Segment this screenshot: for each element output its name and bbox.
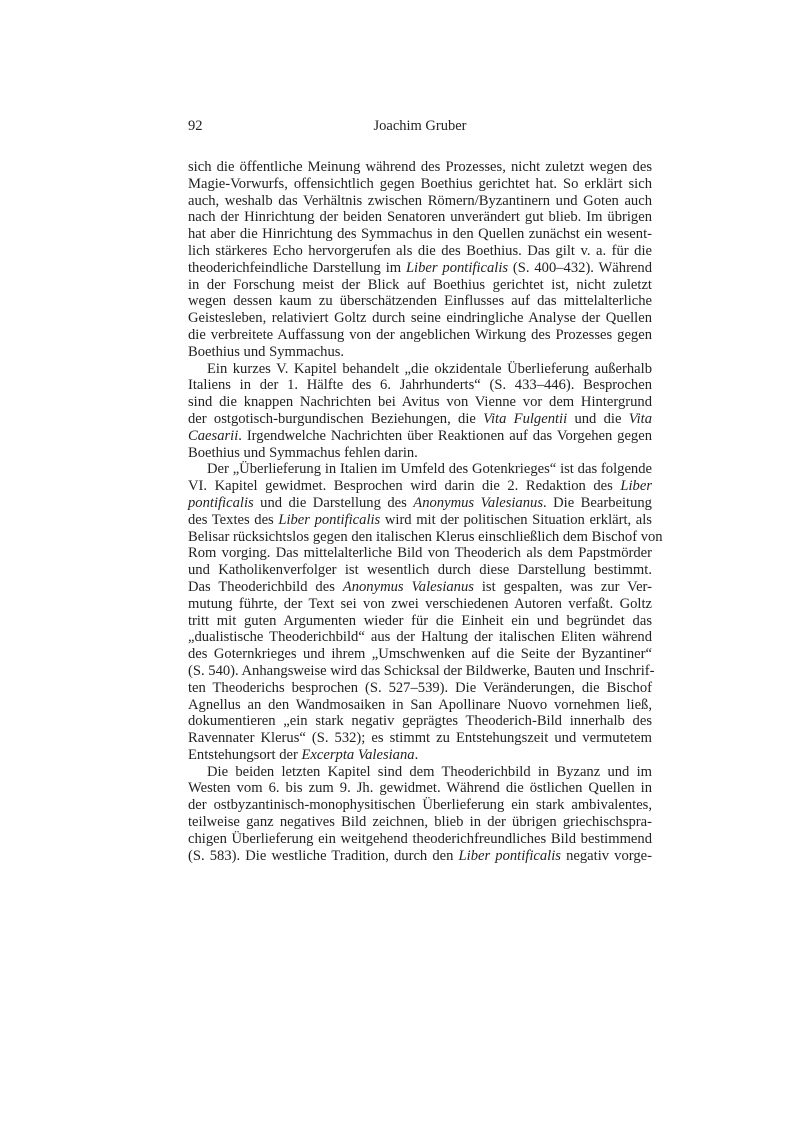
text-line [188, 697, 652, 714]
text-run: . Die Bearbeitung [543, 494, 652, 511]
text-line [188, 814, 652, 831]
text-line [188, 713, 652, 730]
text-line [188, 176, 652, 193]
text-run: Der „Überlieferung in Italien im Umfeld des Gotenkrieges“ ist das folgende [207, 461, 652, 478]
text-line [188, 361, 652, 378]
text-line [188, 629, 652, 646]
italic-title: Excerpta Valesiana [301, 746, 415, 763]
italic-title: Anonymus Valesianus [413, 494, 543, 511]
text-run: Die beiden letzten Kapitel sind dem Theoderichbild in Byzanz und im [207, 763, 652, 780]
paragraph [188, 159, 652, 361]
text-run: Boethius und Symmachus. [188, 343, 345, 360]
text-run: tritt mit guten Argumenten wieder für die Einheit ein und begründet das [188, 612, 652, 629]
text-line [188, 428, 652, 445]
text-run: negativ vorge- [560, 847, 652, 864]
text-run: Rom vorging. Das mittelalterliche Bild von Theoderich als dem Papstmörder [188, 545, 652, 562]
text-run: sind die knappen Nachrichten bei Avitus von Vienne vor dem Hintergrund [188, 394, 652, 411]
text-line [188, 662, 655, 680]
text-line [188, 579, 652, 596]
italic-title: Anonymus Valesianus [342, 578, 474, 595]
text-line [188, 562, 652, 579]
text-line [188, 461, 652, 478]
text-line [188, 209, 652, 226]
text-run: wegen dessen kaum zu überschätzenden Einflusses auf das mittelalterliche [188, 293, 652, 310]
text-line [188, 831, 652, 848]
text-line [188, 613, 652, 630]
body-text [188, 159, 663, 864]
italic-title: Liber pontificalis [278, 511, 381, 528]
running-head: Joachim Gruber [373, 118, 467, 134]
text-line [188, 596, 652, 613]
italic-title: Liber pontificalis [458, 847, 561, 864]
text-line [188, 260, 652, 277]
text-line [188, 848, 652, 865]
text-run: Belisar rücksichtslos gegen den italischen Klerus einschließlich dem Bischof von [188, 528, 663, 545]
paragraph [188, 461, 663, 763]
text-run: und die Darstellung des [253, 494, 414, 511]
text-run: die verbreitete Auffassung von der angeblichen Wirkung des Prozesses gegen [188, 326, 652, 343]
text-line [188, 764, 652, 781]
text-line [188, 344, 652, 361]
text-run: des Goternkrieges und ihrem „Umschwenken auf die Seite der Byzantiner“ [188, 646, 652, 663]
text-line [188, 193, 652, 210]
text-line [188, 528, 663, 546]
text-run: Agnellus an den Wandmosaiken in San Apollinare Nuovo vornehmen ließ, [188, 696, 652, 713]
text-line [188, 646, 652, 663]
text-line [188, 226, 652, 243]
text-run: und Katholikenverfolger ist wesentlich durch diese Darstellung bestimmt. [188, 562, 652, 579]
text-run: Geistesleben, relativiert Goltz durch seine eindringliche Analyse der Quellen [188, 310, 652, 327]
text-line [188, 293, 652, 310]
text-run: Boethius und Symmachus fehlen darin. [188, 444, 418, 461]
text-run: chigen Überlieferung ein weitgehend theoderichfreundliches Bild bestimmend [188, 830, 652, 847]
text-run: (S. 540). Anhangsweise wird das Schicksal der Bildwerke, Bauten und Inschrif- [188, 662, 655, 679]
text-run: wird mit der politischen Situation erklärt, als [380, 511, 652, 528]
page-header [188, 118, 652, 136]
text-line [188, 277, 652, 294]
text-run: VI. Kapitel gewidmet. Besprochen wird darin die 2. Redaktion des [188, 478, 621, 495]
text-run: ist gespalten, was zur Ver- [473, 578, 652, 595]
text-run: sich die öffentliche Meinung während des Prozesses, nicht zuletzt wegen des [188, 159, 652, 175]
text-run: ten Theoderichs besprochen (S. 527–539). Die Veränderungen, die Bischof [188, 679, 652, 696]
paragraph [188, 764, 652, 865]
text-line [188, 747, 652, 764]
text-line [188, 243, 652, 260]
text-run: der ostbyzantinisch-monophysitischen Überlieferung ein stark ambivalentes, [188, 797, 652, 814]
text-run: Westen vom 6. bis zum 9. Jh. gewidmet. Während die östlichen Quellen in [188, 780, 652, 797]
text-run: . Irgendwelche Nachrichten über Reaktionen auf das Vorgehen gegen [238, 427, 652, 444]
page-number: 92 [188, 118, 203, 134]
text-run: und die [567, 410, 629, 427]
text-run: Ein kurzes V. Kapitel behandelt „die okzidentale Überlieferung außerhalb [207, 360, 652, 377]
italic-title: Liber [620, 478, 652, 495]
text-line [188, 730, 652, 747]
text-run: dokumentieren „ein stark negativ geprägtes Theoderich-Bild innerhalb des [188, 713, 652, 730]
text-run: mutung führte, der Text sei von zwei verschiedenen Autoren verfaßt. Goltz [188, 595, 652, 612]
italic-title: Liber pontificalis [405, 259, 509, 276]
text-line [188, 327, 652, 344]
text-run: auch, weshalb das Verhältnis zwischen Römern/Byzantinern und Goten auch [188, 192, 652, 209]
text-run: teilweise ganz negatives Bild zeichnen, blieb in der übrigen griechischspra- [188, 814, 652, 831]
text-run: (S. 583). Die westliche Tradition, durch den [188, 847, 459, 864]
text-run: des Textes des [188, 511, 279, 528]
italic-title: pontificalis [188, 494, 254, 511]
text-line [188, 512, 652, 529]
italic-title: Vita Fulgentii [483, 410, 568, 427]
text-line [188, 797, 652, 814]
text-line [188, 780, 652, 797]
text-run: (S. 400–432). Während [508, 259, 653, 276]
text-run: . [414, 746, 419, 763]
text-line [188, 310, 652, 327]
text-line [188, 478, 652, 495]
text-line [188, 445, 652, 462]
text-line [188, 545, 652, 562]
text-run: „dualistische Theoderichbild“ aus der Haltung der italischen Eliten während [188, 629, 652, 646]
paragraph [188, 361, 652, 462]
text-run: in der Forschung meist der Blick auf Boethius gerichtet ist, nicht zuletzt [188, 276, 652, 293]
text-line [188, 159, 652, 176]
text-run: Entstehungsort der [188, 746, 302, 763]
text-run: hat aber die Hinrichtung des Symmachus in den Quellen zunächst ein wesent- [188, 226, 652, 243]
text-run: theoderichfeindliche Darstellung im [188, 259, 406, 276]
text-run: lich stärkeres Echo hervorgerufen als die des Boethius. Das gilt v. a. für die [188, 242, 652, 259]
text-line [188, 411, 652, 428]
text-line [188, 377, 652, 394]
text-line [188, 680, 652, 697]
text-run: Magie-Vorwurfs, offensichtlich gegen Boethius gerichtet hat. So erklärt sich [188, 175, 652, 192]
text-line [188, 495, 652, 512]
text-run: Ravennater Klerus“ (S. 532); es stimmt zu Entstehungszeit und vermutetem [188, 730, 652, 747]
italic-title: Caesarii [188, 427, 239, 444]
text-run: der ostgotisch-burgundischen Beziehungen, die [188, 410, 484, 427]
italic-title: Vita [628, 410, 652, 427]
text-run: Das Theoderichbild des [188, 578, 343, 595]
text-run: Italiens in der 1. Hälfte des 6. Jahrhunderts“ (S. 433–446). Besprochen [188, 377, 652, 394]
text-run: nach der Hinrichtung der beiden Senatoren unverändert gut blieb. Im übrigen [188, 209, 652, 226]
text-line [188, 394, 652, 411]
